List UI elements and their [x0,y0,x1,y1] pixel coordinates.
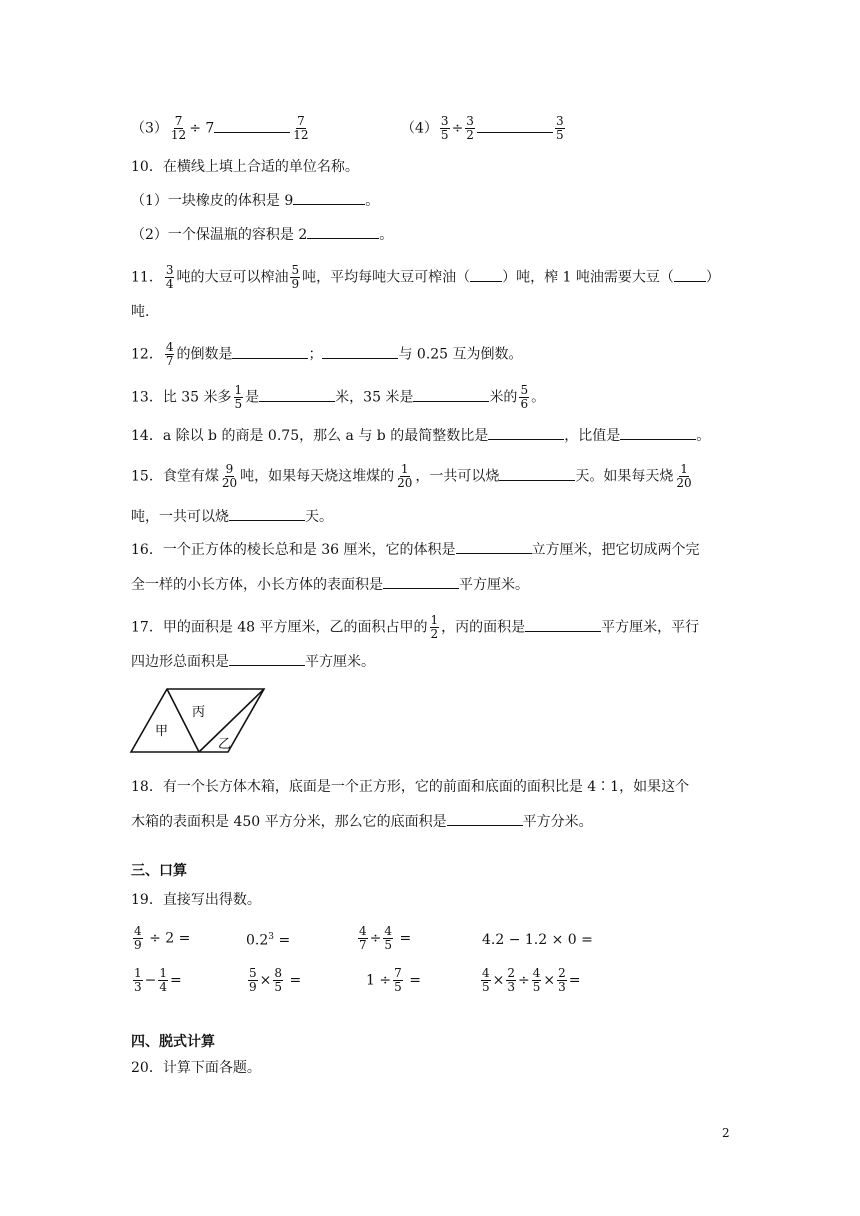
fraction: $\frac{9}{20}$ [221,462,238,490]
fraction: $\frac{2}{3}$ [507,966,516,994]
q10-stem: 10．在横线上填上合适的单位名称。 [131,159,359,175]
answer-blank[interactable] [620,427,696,440]
fraction: $\frac{3}{5}$ [555,114,564,142]
fraction: $\frac{4}{5}$ [532,966,541,994]
q9-part4: （4） $\frac{3}{5}$ ÷ $\frac{3}{2}$ $\frac{3}{5}$ [401,114,564,142]
answer-blank[interactable] [232,346,308,359]
q16: 16．一个正方体的棱长总和是 36 厘米，它的体积是 立方厘米，把它切成两个完 [131,542,700,558]
calc-item: $\frac{4}{5}$ × $\frac{2}{3}$ ÷ $\frac{4}{5}$ × $\frac{2}{3}$ = [482,966,581,994]
fraction: $\frac{7}{12}$ [293,114,309,142]
page-number: 2 [722,1126,730,1140]
answer-blank[interactable] [488,427,564,440]
answer-blank[interactable] [307,226,379,239]
fraction: $\frac{4}{5}$ [384,924,393,952]
fraction: $\frac{3}{5}$ [440,114,449,142]
section-title: 四、脱式计算 [131,1034,215,1050]
answer-blank[interactable] [214,120,290,133]
label-bing: 丙 [192,705,206,720]
calc-item: $\frac{5}{9}$ × $\frac{8}{5}$ = [249,966,302,994]
parallelogram-figure [128,686,268,756]
label-yi: 乙 [218,737,232,752]
answer-blank[interactable] [383,576,459,589]
q13: 13．比 35 米多 $\frac{1}{5}$ 是 米，35 米是 米的 $\frac{5}{6}$ 。 [131,383,546,411]
calc-item: 1 ÷ $\frac{7}{5}$ = [366,966,421,994]
q10-part2: （2）一个保温瓶的容积是 2 。 [131,227,394,243]
fraction: $\frac{1}{2}$ [430,613,439,641]
answer-blank[interactable] [447,813,523,826]
q18-line2: 木箱的表面积是 450 平方分米，那么它的底面积是 平方分米。 [131,814,593,830]
q17: 17．甲的面积是 48 平方厘米，乙的面积占甲的 $\frac{1}{2}$ ，丙的面积是 平方厘米，平行 [131,613,700,641]
fraction: $\frac{1}{3}$ [134,966,142,994]
fraction: $\frac{4}{9}$ [134,924,142,952]
answer-blank[interactable] [525,619,601,632]
calc-item: $\frac{4}{9}$ ÷ 2 = [134,924,191,952]
q11-line2: 吨. [131,304,150,320]
q17-line2: 四边形总面积是 平方厘米。 [131,654,375,670]
parallelogram-outline [131,689,264,752]
answer-blank[interactable] [470,269,502,282]
fraction: $\frac{1}{4}$ [159,966,168,994]
answer-blank[interactable] [259,389,335,402]
answer-blank[interactable] [229,508,305,521]
q18: 18．有一个长方体木箱，底面是一个正方形，它的前面和底面的面积比是 4∶1，如果这个 [131,779,690,795]
label-jia: 甲 [155,724,169,739]
answer-blank[interactable] [293,192,365,205]
q9-part3: （3） $\frac{7}{12}$ ÷ 7 $\frac{7}{12}$ [131,114,309,142]
fraction: $\frac{1}{20}$ [397,462,413,490]
fraction: $\frac{5}{9}$ [291,263,300,291]
q14: 14．a 除以 b 的商是 0.75，那么 a 与 b 的最简整数比是 ，比值是 。 [131,428,711,444]
calc-item: $0.2^3$ = [246,932,291,949]
q16-line2: 全一样的小长方体，小长方体的表面积是 平方厘米。 [131,577,529,593]
answer-blank[interactable] [456,541,532,554]
fraction: $\frac{3}{2}$ [466,114,474,142]
fraction: $\frac{7}{12}$ [170,114,187,142]
q11: 11． $\frac{3}{4}$ 吨的大豆可以榨油 $\frac{5}{9}$ 吨，平均每吨大豆可榨油（ ）吨，榨 1 吨油需要大豆（ ） [131,263,720,291]
divider-line [199,689,264,752]
fraction: $\frac{4}{5}$ [482,966,490,994]
answer-blank[interactable] [322,346,398,359]
fraction: $\frac{2}{3}$ [558,966,566,994]
q19-stem: 19．直接写出得数。 [131,892,261,908]
fraction: $\frac{5}{6}$ [520,383,529,411]
answer-blank[interactable] [674,269,706,282]
fraction: $\frac{5}{9}$ [249,966,257,994]
fraction: $\frac{1}{20}$ [676,462,692,490]
answer-blank[interactable] [499,468,575,481]
q12: 12． $\frac{4}{7}$ 的倒数是 ； 与 0.25 互为倒数。 [131,340,523,368]
calc-item: $\frac{1}{3}$ − $\frac{1}{4}$ = [134,966,182,994]
fraction: $\frac{4}{7}$ [359,924,367,952]
q10-part1: （1）一块橡皮的体积是 9 。 [131,193,380,209]
calc-item: $\frac{4}{7}$ ÷ $\frac{4}{5}$ = [359,924,412,952]
fraction: $\frac{1}{5}$ [234,383,243,411]
fraction: $\frac{8}{5}$ [274,966,283,994]
fraction: $\frac{4}{7}$ [165,340,174,368]
fraction: $\frac{7}{5}$ [394,966,402,994]
answer-blank[interactable] [229,653,305,666]
fraction: $\frac{3}{4}$ [165,263,174,291]
section-title: 三、口算 [131,863,187,879]
q20-stem: 20．计算下面各题。 [131,1060,261,1076]
divider-line [167,689,199,752]
calc-item: 4.2 − 1.2 × 0 = [482,932,593,948]
q15-line2: 吨，一共可以烧 天。 [131,509,333,525]
q15: 15．食堂有煤 $\frac{9}{20}$ 吨，如果每天烧这堆煤的 $\frac{1}{20}$ ，一共可以烧 天。如果每天烧 $\frac{1}{20}$ [131,462,692,490]
answer-blank[interactable] [413,389,489,402]
answer-blank[interactable] [477,120,553,133]
